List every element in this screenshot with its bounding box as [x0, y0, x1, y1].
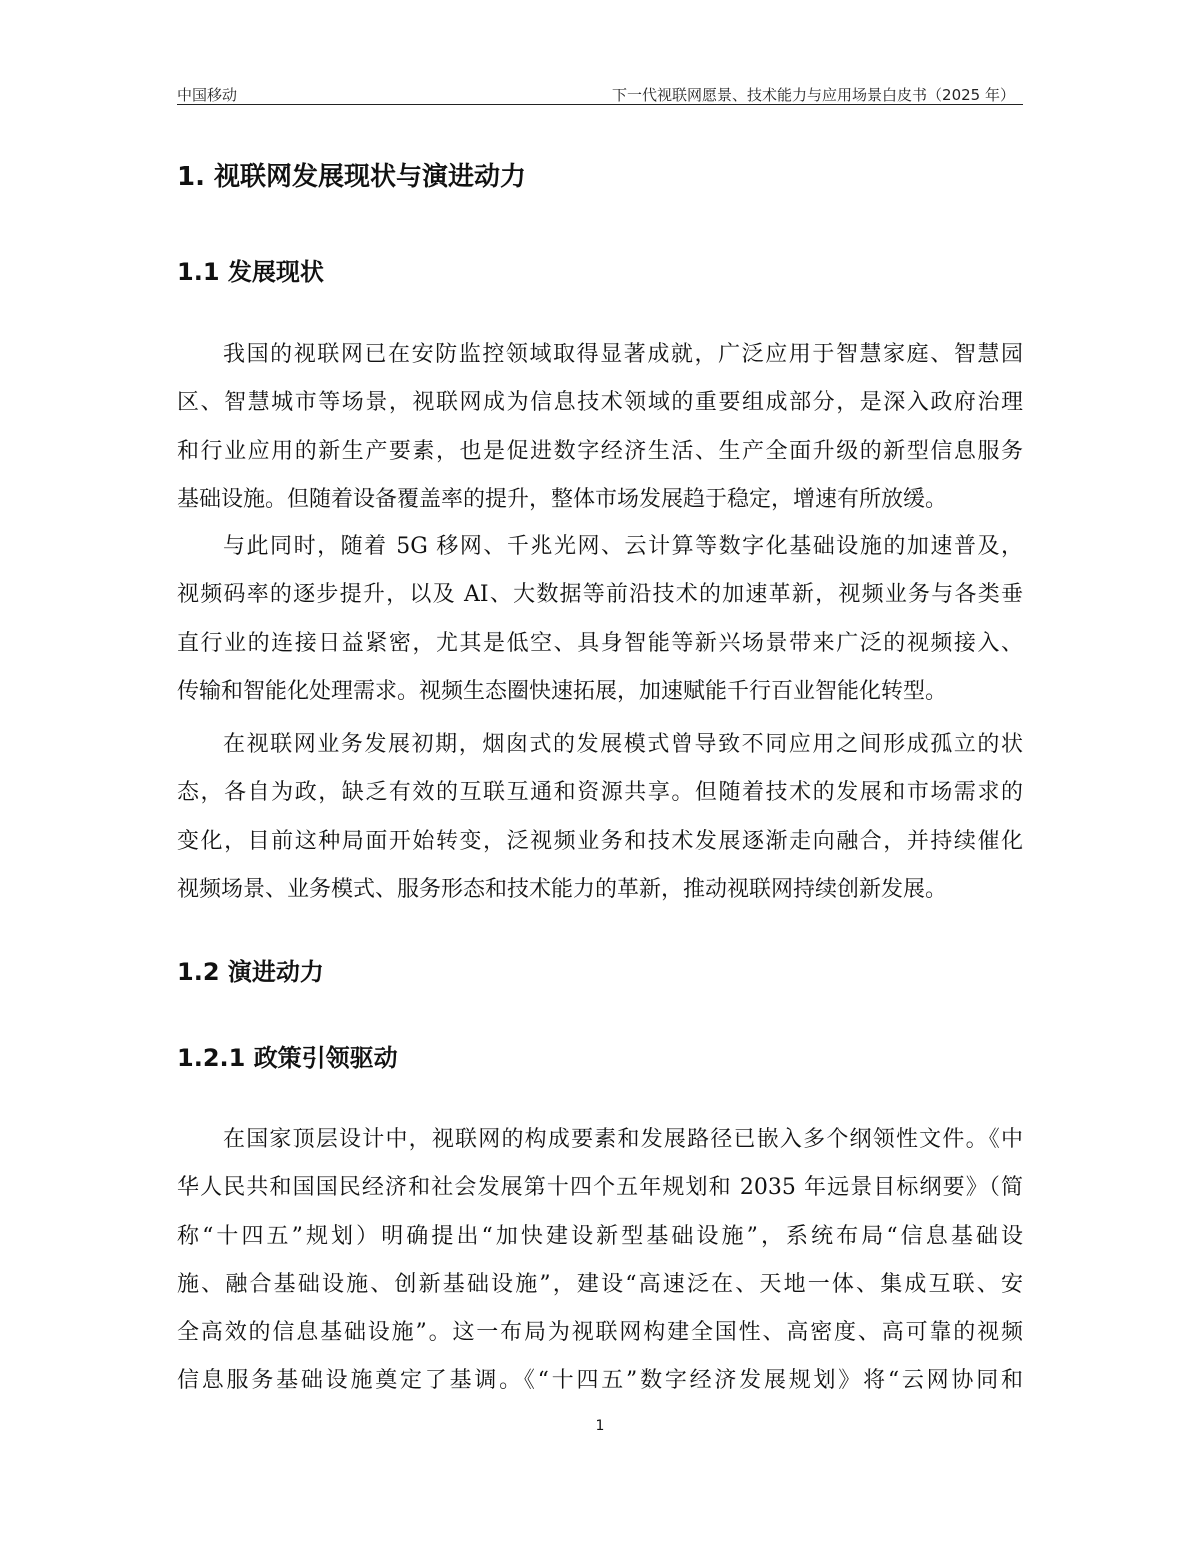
text-line: 区、智慧城市等场景，视联网成为信息技术领域的重要组成部分，是深入政府治理 [177, 390, 1023, 416]
running-header [177, 84, 1023, 105]
text-line: 与此同时，随着 5G 移网、千兆光网、云计算等数字化基础设施的加速普及， [223, 534, 1023, 559]
text-line: 在视联网业务发展初期，烟囱式的发展模式曾导致不同应用之间形成孤立的状 [223, 732, 1023, 757]
paragraph [177, 1116, 1023, 1406]
text-line: 变化，目前这种局面开始转变，泛视频业务和技术发展逐渐走向融合，并持续催化 [177, 828, 1023, 854]
text-line: 视频码率的逐步提升，以及 AI、大数据等前沿技术的加速革新，视频业务与各类垂 [177, 582, 1023, 608]
text-line: 称“十四五”规划）明确提出“加快建设新型基础设施”，系统布局“信息基础设 [177, 1223, 1023, 1249]
text-line: 态，各自为政，缺乏有效的互联互通和资源共享。但随着技术的发展和市场需求的 [177, 780, 1023, 806]
section-heading-1-1: 1.1 发展现状 [177, 258, 324, 286]
chapter-heading: 1. 视联网发展现状与演进动力 [177, 162, 527, 192]
text-line: 施、融合基础设施、创新基础设施”，建设“高速泛在、天地一体、集成互联、安 [177, 1271, 1023, 1297]
paragraph [177, 331, 1023, 524]
header-left: 中国移动 [177, 86, 238, 104]
page-number: 1 [595, 1418, 605, 1434]
text-line: 基础设施。但随着设备覆盖率的提升，整体市场发展趋于稳定，增速有所放缓。 [177, 486, 948, 512]
header-right: 下一代视联网愿景、技术能力与应用场景白皮书（2025 年） [612, 86, 1015, 104]
text-line: 直行业的连接日益紧密，尤其是低空、具身智能等新兴场景带来广泛的视频接入、 [177, 630, 1023, 656]
paragraph [177, 523, 1023, 716]
text-line: 在国家顶层设计中，视联网的构成要素和发展路径已嵌入多个纲领性文件。《中 [223, 1127, 1023, 1152]
text-line: 我国的视联网已在安防监控领域取得显著成就，广泛应用于智慧家庭、智慧园 [223, 342, 1023, 367]
paragraph [177, 721, 1023, 914]
text-line: 全高效的信息基础设施”。这一布局为视联网构建全国性、高密度、高可靠的视频 [177, 1320, 1023, 1346]
text-line: 信息服务基础设施奠定了基调。《“十四五”数字经济发展规划》将“云网协同和 [177, 1368, 1023, 1394]
text-line: 传输和智能化处理需求。视频生态圈快速拓展，加速赋能千行百业智能化转型。 [177, 678, 948, 704]
section-heading-1-2: 1.2 演进动力 [177, 958, 324, 986]
subsection-heading-1-2-1: 1.2.1 政策引领驱动 [177, 1044, 398, 1072]
text-line: 和行业应用的新生产要素，也是促进数字经济生活、生产全面升级的新型信息服务 [177, 438, 1023, 464]
text-line: 视频场景、业务模式、服务形态和技术能力的革新，推动视联网持续创新发展。 [177, 876, 948, 902]
text-line: 华人民共和国国民经济和社会发展第十四个五年规划和 2035 年远景目标纲要》（简 [177, 1175, 1023, 1201]
